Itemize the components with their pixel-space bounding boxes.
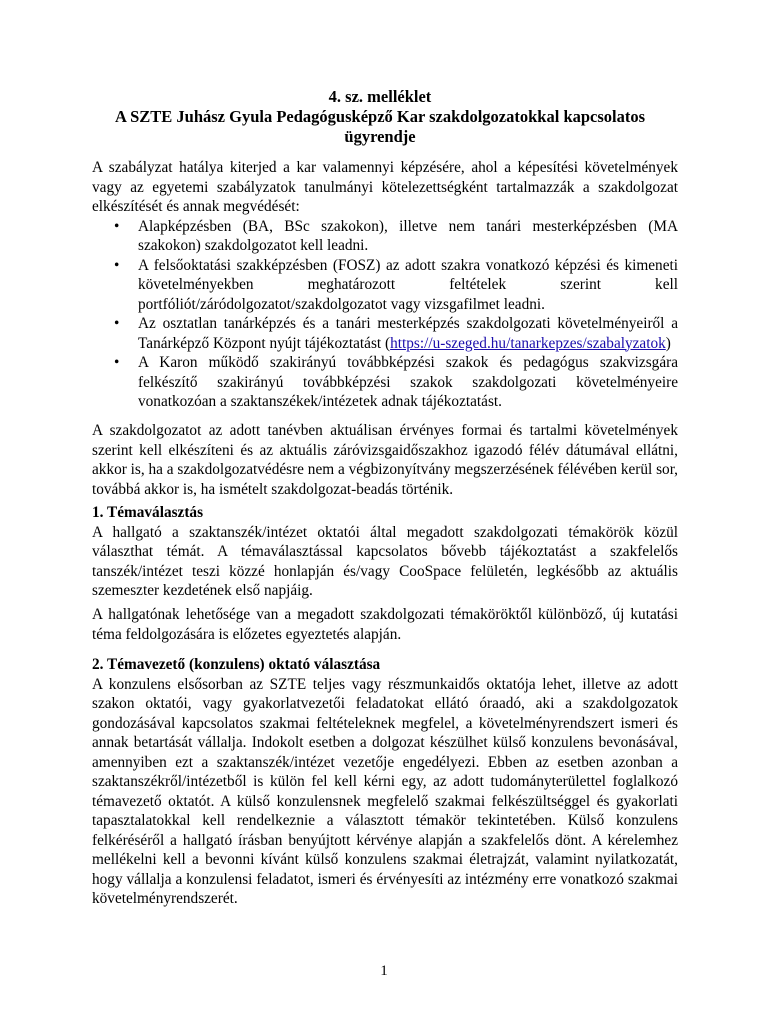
section-heading: 1. Témaválasztás xyxy=(92,504,204,521)
list-item: • Alapképzésben (BA, BSc szakokon), illetve nem tanári mesterképzésben (MA szakokon) szakdolgozatot kell leadni. xyxy=(138,217,678,256)
tanarkepzes-link[interactable]: https://u-szeged.hu/tanarkepzes/szabalyzatok xyxy=(390,334,666,352)
section-paragraph: A hallgató a szaktanszék/intézet oktatói által megadott szakdolgozati témakörök közül választhat témát. A témaválasztással kapcsolatos bővebb tájékoztatást a szakfelelős tanszék/intézet teszi közzé honlapján és/vagy CooSpace felületén, legkésőbb az aktuális szemeszter kezdetének első napjáig. xyxy=(92,523,678,599)
scope-list xyxy=(92,217,678,412)
section-paragraph: A hallgatónak lehetősége van a megadott szakdolgozati témaköröktől különböző, új kutatási téma feldolgozására is előzetes egyeztetés alapján. xyxy=(92,606,678,643)
requirements-paragraph: A szakdolgozatot az adott tanévben aktuálisan érvényes formai és tartalmi követelmények szerint kell elkészíteni és az aktuális záróvizsgaidőszakhoz igazodó félév dátumával ellátni, akkor is, ha a szakdolgozatvédésre nem a végbizonyítvány megszerzésének félévében kerül sor, továbbá akkor is, ha ismételt szakdolgozat-beadás történik. xyxy=(92,422,678,498)
section-supervisor-selection xyxy=(92,655,678,909)
list-item xyxy=(138,314,678,353)
section-topic-own-proposal xyxy=(92,605,678,644)
annex-label: 4. sz. melléklet xyxy=(328,87,432,106)
list-item-end: ) xyxy=(665,334,671,352)
section-paragraph: A konzulens elsősorban az SZTE teljes vagy részmunkaidős oktatója lehet, illetve az adott szakon oktatói, vagy gyakorlatvezetői feladatokat ellátó óraadó, aki a szakdolgozatok gondozásával kapcsolatos szakmai feltételeknek megfelel, a követelményrendszert ismeri és annak betartását vállalja. Indokolt esetben a dolgozat készülhet külső konzulens bevonásával, amennyiben ezt a szaktanszék/intézet vezetője engedélyezi. Ebben az esetben azonban a szaktanszékről/intézetből is külön fel kell kérni egy, az adott tudományterülettel foglalkozó témavezető oktatót. A külső konzulensnek megfelelő szakmai felkészültséggel és gyakorlati tapasztalatokkal kell rendelkeznie a választott témakör tekintetében. Külső konzulens felkéréséről a hallgató írásban benyújtott kérvénye alapján a szakfelelős dönt. A kérelemhez mellékelni kell a bevonni kívánt külső konzulens szakmai életrajzát, valamint nyilatkozatát, hogy vállalja a konzulensi feladatot, ismeri és érvényesíti az intézmény erre vonatkozó szakmai követelményrendszerét. xyxy=(92,675,678,907)
page-number: 1 xyxy=(380,963,388,979)
list-item: • A felsőoktatási szakképzésben (FOSZ) az adott szakra vonatkozó képzési és kimeneti követelményekben meghatározott feltételek szerint kell portfóliót/záródolgozatot/szakdolgozatot vagy vizsgafilmet leadni. xyxy=(138,256,678,315)
document-header xyxy=(60,87,700,147)
scope-section xyxy=(92,158,678,412)
requirements-paragraph-block xyxy=(92,421,678,499)
section-topic-selection xyxy=(92,503,678,601)
document-title-continued: ügyrendje xyxy=(344,127,416,146)
list-item-text: Az osztatlan tanárképzés és a tanári mesterképzés szakdolgozati követelményeiről a Tanárképző Központ nyújt tájékoztatást ( xyxy=(138,315,678,352)
intro-paragraph: A szabályzat hatálya kiterjed a kar valamennyi képzésére, ahol a képesítési követelmények vagy az egyetemi szabályzatok tanulmányi kötelezettségként tartalmazzák a szakdolgozat elkészítését és annak megvédését: xyxy=(92,159,678,215)
list-item: • A Karon működő szakirányú továbbképzési szakok és pedagógus szakvizsgára felkészítő szakirányú továbbképzési szakok szakdolgozati követelményeire vonatkozóan a szaktanszékek/intézetek adnak tájékoztatást. xyxy=(138,353,678,412)
document-title: A SZTE Juhász Gyula Pedagógusképző Kar szakdolgozatokkal kapcsolatos xyxy=(114,107,646,126)
section-heading: 2. Témavezető (konzulens) oktató választása xyxy=(92,656,381,673)
